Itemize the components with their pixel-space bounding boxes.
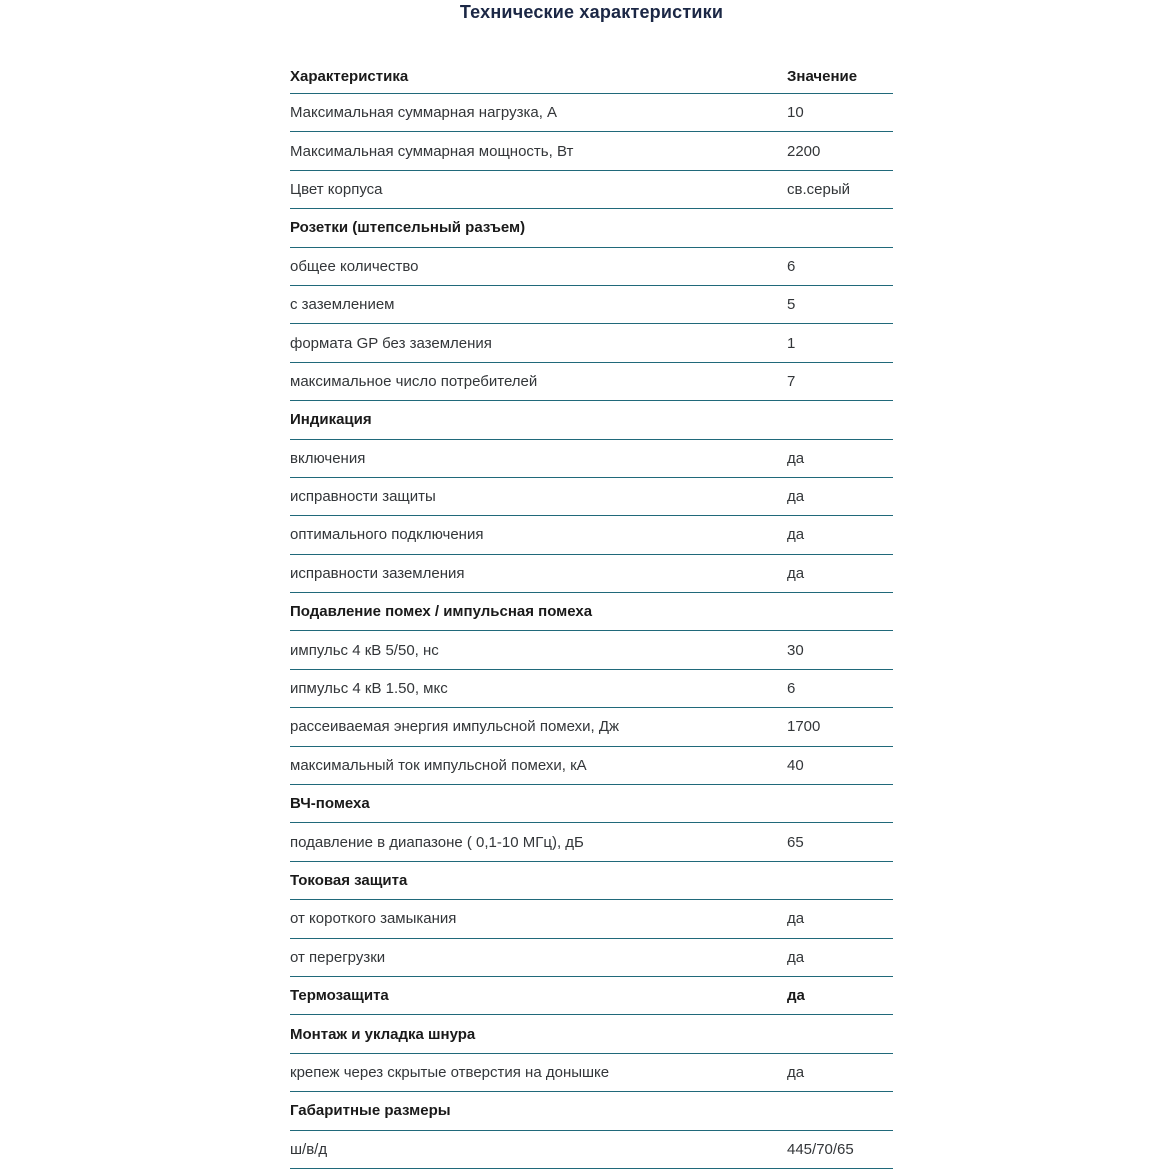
row-label: максимальное число потребителей xyxy=(290,363,787,401)
row-label: Максимальная суммарная нагрузка, А xyxy=(290,94,787,132)
row-value: 1700 xyxy=(787,708,893,746)
row-value: 445/70/65 xyxy=(787,1131,893,1169)
table-row xyxy=(290,286,893,324)
row-label: от короткого замыкания xyxy=(290,900,787,938)
row-value: 6 xyxy=(787,248,893,286)
row-label: Максимальная суммарная мощность, Вт xyxy=(290,132,787,170)
row-value: да xyxy=(787,478,893,516)
row-value xyxy=(787,209,893,247)
row-value xyxy=(787,1015,893,1053)
row-value: 30 xyxy=(787,631,893,669)
table-row xyxy=(290,862,893,900)
table-row xyxy=(290,977,893,1015)
spec-table xyxy=(290,60,893,1169)
column-header-value: Значение xyxy=(787,60,893,94)
row-label: Цвет корпуса xyxy=(290,171,787,209)
row-label: Розетки (штепсельный разъем) xyxy=(290,209,787,247)
row-label: максимальный ток импульсной помехи, кА xyxy=(290,747,787,785)
row-label: Токовая защита xyxy=(290,862,787,900)
table-row xyxy=(290,823,893,861)
row-value: 10 xyxy=(787,94,893,132)
spec-table-header xyxy=(290,60,893,94)
table-row xyxy=(290,555,893,593)
table-row xyxy=(290,708,893,746)
row-label: оптимального подключения xyxy=(290,516,787,554)
header-row xyxy=(290,60,893,94)
row-value: 5 xyxy=(787,286,893,324)
table-row xyxy=(290,747,893,785)
table-row xyxy=(290,171,893,209)
table-row xyxy=(290,939,893,977)
row-label: рассеиваемая энергия импульсной помехи, Дж xyxy=(290,708,787,746)
table-row xyxy=(290,1054,893,1092)
row-label: Термозащита xyxy=(290,977,787,1015)
table-row xyxy=(290,248,893,286)
row-value: да xyxy=(787,900,893,938)
table-row xyxy=(290,670,893,708)
row-label: от перегрузки xyxy=(290,939,787,977)
table-row xyxy=(290,1131,893,1169)
row-value xyxy=(787,862,893,900)
row-value: да xyxy=(787,516,893,554)
row-value: да xyxy=(787,977,893,1015)
row-value: 1 xyxy=(787,324,893,362)
table-row xyxy=(290,785,893,823)
row-label: ш/в/д xyxy=(290,1131,787,1169)
row-label: Габаритные размеры xyxy=(290,1092,787,1130)
column-header-characteristic: Характеристика xyxy=(290,60,787,94)
row-value: да xyxy=(787,440,893,478)
row-value xyxy=(787,593,893,631)
table-row xyxy=(290,324,893,362)
table-row xyxy=(290,1092,893,1130)
row-label: включения xyxy=(290,440,787,478)
row-label: импульс 4 кВ 5/50, нс xyxy=(290,631,787,669)
row-value: да xyxy=(787,555,893,593)
row-label: формата GP без заземления xyxy=(290,324,787,362)
row-value xyxy=(787,401,893,439)
row-value: 6 xyxy=(787,670,893,708)
row-label: исправности заземления xyxy=(290,555,787,593)
row-value: да xyxy=(787,1054,893,1092)
table-row xyxy=(290,478,893,516)
table-row xyxy=(290,631,893,669)
table-row xyxy=(290,132,893,170)
row-label: Индикация xyxy=(290,401,787,439)
row-label: общее количество xyxy=(290,248,787,286)
table-row xyxy=(290,1015,893,1053)
table-row xyxy=(290,401,893,439)
table-row xyxy=(290,593,893,631)
table-row xyxy=(290,516,893,554)
row-label: исправности защиты xyxy=(290,478,787,516)
row-label: Подавление помех / импульсная помеха xyxy=(290,593,787,631)
row-label: ВЧ-помеха xyxy=(290,785,787,823)
row-value: 2200 xyxy=(787,132,893,170)
table-row xyxy=(290,900,893,938)
row-value: св.серый xyxy=(787,171,893,209)
content-area xyxy=(290,0,893,1169)
table-row xyxy=(290,94,893,132)
table-row xyxy=(290,363,893,401)
row-value: да xyxy=(787,939,893,977)
row-value xyxy=(787,785,893,823)
page-title: Технические характеристики xyxy=(459,2,724,22)
table-row xyxy=(290,209,893,247)
row-value xyxy=(787,1092,893,1130)
row-value: 40 xyxy=(787,747,893,785)
row-label: ипмульс 4 кВ 1.50, мкс xyxy=(290,670,787,708)
row-label: с заземлением xyxy=(290,286,787,324)
row-label: крепеж через скрытые отверстия на донышке xyxy=(290,1054,787,1092)
row-label: Монтаж и укладка шнура xyxy=(290,1015,787,1053)
table-row xyxy=(290,440,893,478)
row-value: 65 xyxy=(787,823,893,861)
row-label: подавление в диапазоне ( 0,1-10 МГц), дБ xyxy=(290,823,787,861)
row-value: 7 xyxy=(787,363,893,401)
spec-table-body xyxy=(290,94,893,1169)
